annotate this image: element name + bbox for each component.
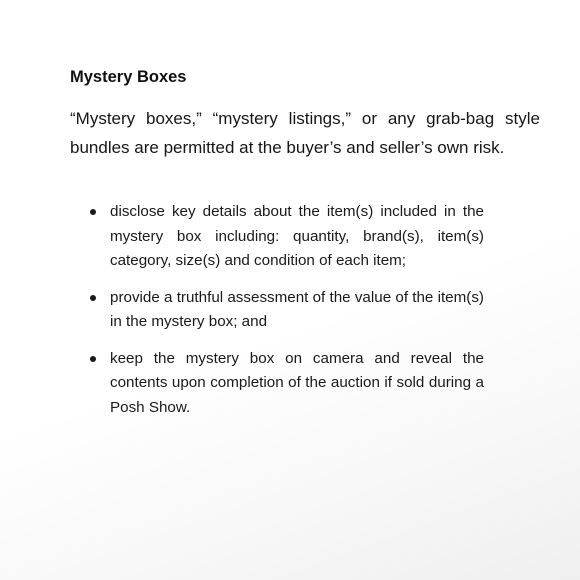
bullet-icon — [90, 356, 96, 362]
bullet-icon — [90, 209, 96, 215]
requirements-list — [70, 200, 484, 420]
list-item — [70, 286, 484, 335]
list-item — [70, 347, 484, 421]
list-item-text: keep the mystery box on camera and reveal the contents upon completion of the auction if sold during a Posh Show. — [110, 349, 484, 416]
section-heading: Mystery Boxes — [70, 68, 187, 86]
list-item-text: disclose key details about the item(s) included in the mystery box including: quantity, brand(s), item(s) category, size(s) and condition of each item; — [110, 203, 484, 269]
policy-section — [70, 66, 540, 432]
intro-paragraph: “Mystery boxes,” “mystery listings,” or any grab-bag style bundles are permitted at the buyer’s and seller’s own risk. — [70, 109, 540, 157]
bullet-icon — [90, 295, 96, 301]
list-item-text: provide a truthful assessment of the value of the item(s) in the mystery box; and — [110, 288, 484, 330]
list-item — [70, 200, 484, 274]
